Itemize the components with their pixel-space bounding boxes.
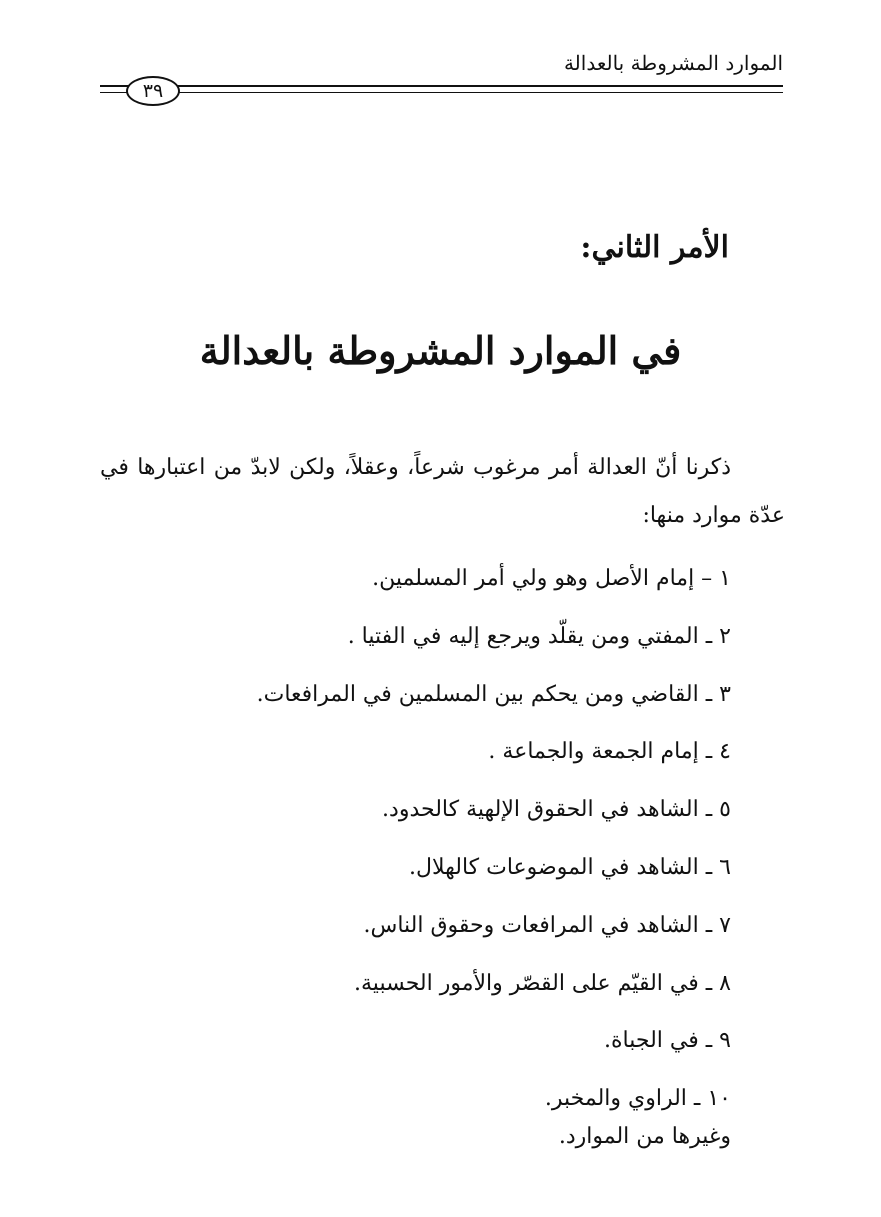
list-item: ٣ ـ القاضي ومن يحكم بين المسلمين في المرافعات. xyxy=(256,681,731,707)
entries-list xyxy=(257,550,731,1128)
list-item: ٥ ـ الشاهد في الحقوق الإلهية كالحدود. xyxy=(382,797,731,823)
list-item: ٤ ـ إمام الجمعة والجماعة . xyxy=(488,739,731,765)
closing-line: وغيرها من الموارد. xyxy=(558,1124,731,1149)
header-rule-thin xyxy=(100,92,783,93)
list-item: ٦ ـ الشاهد في الموضوعات كالهلال. xyxy=(409,854,731,880)
list-item: ٧ ـ الشاهد في المرافعات وحقوق الناس. xyxy=(363,912,731,938)
page-number: ٣٩ xyxy=(126,76,180,106)
list-item: ١ – إمام الأصل وهو ولي أمر المسلمين. xyxy=(372,566,731,591)
list-item: ١٠ ـ الراوي والمخبر. xyxy=(544,1086,731,1112)
intro-paragraph: ذكرنا أنّ العدالة أمر مرغوب شرعاً، وعقلاً، ولكن لابدّ من اعتبارها في عدّة موارد منها: xyxy=(100,455,785,528)
section-label: الأمر الثاني: xyxy=(580,230,729,265)
list-item: ٢ ـ المفتي ومن يقلّد ويرجع إليه في الفتيا . xyxy=(347,623,731,649)
section-title: في الموارد المشروطة بالعدالة xyxy=(199,328,682,373)
header-rule-thick xyxy=(100,85,783,87)
list-item: ٩ ـ في الجباة. xyxy=(604,1028,731,1054)
running-header-title: الموارد المشروطة بالعدالة xyxy=(563,51,783,75)
list-item: ٨ ـ في القيّم على القصّر والأمور الحسبية. xyxy=(354,970,731,996)
